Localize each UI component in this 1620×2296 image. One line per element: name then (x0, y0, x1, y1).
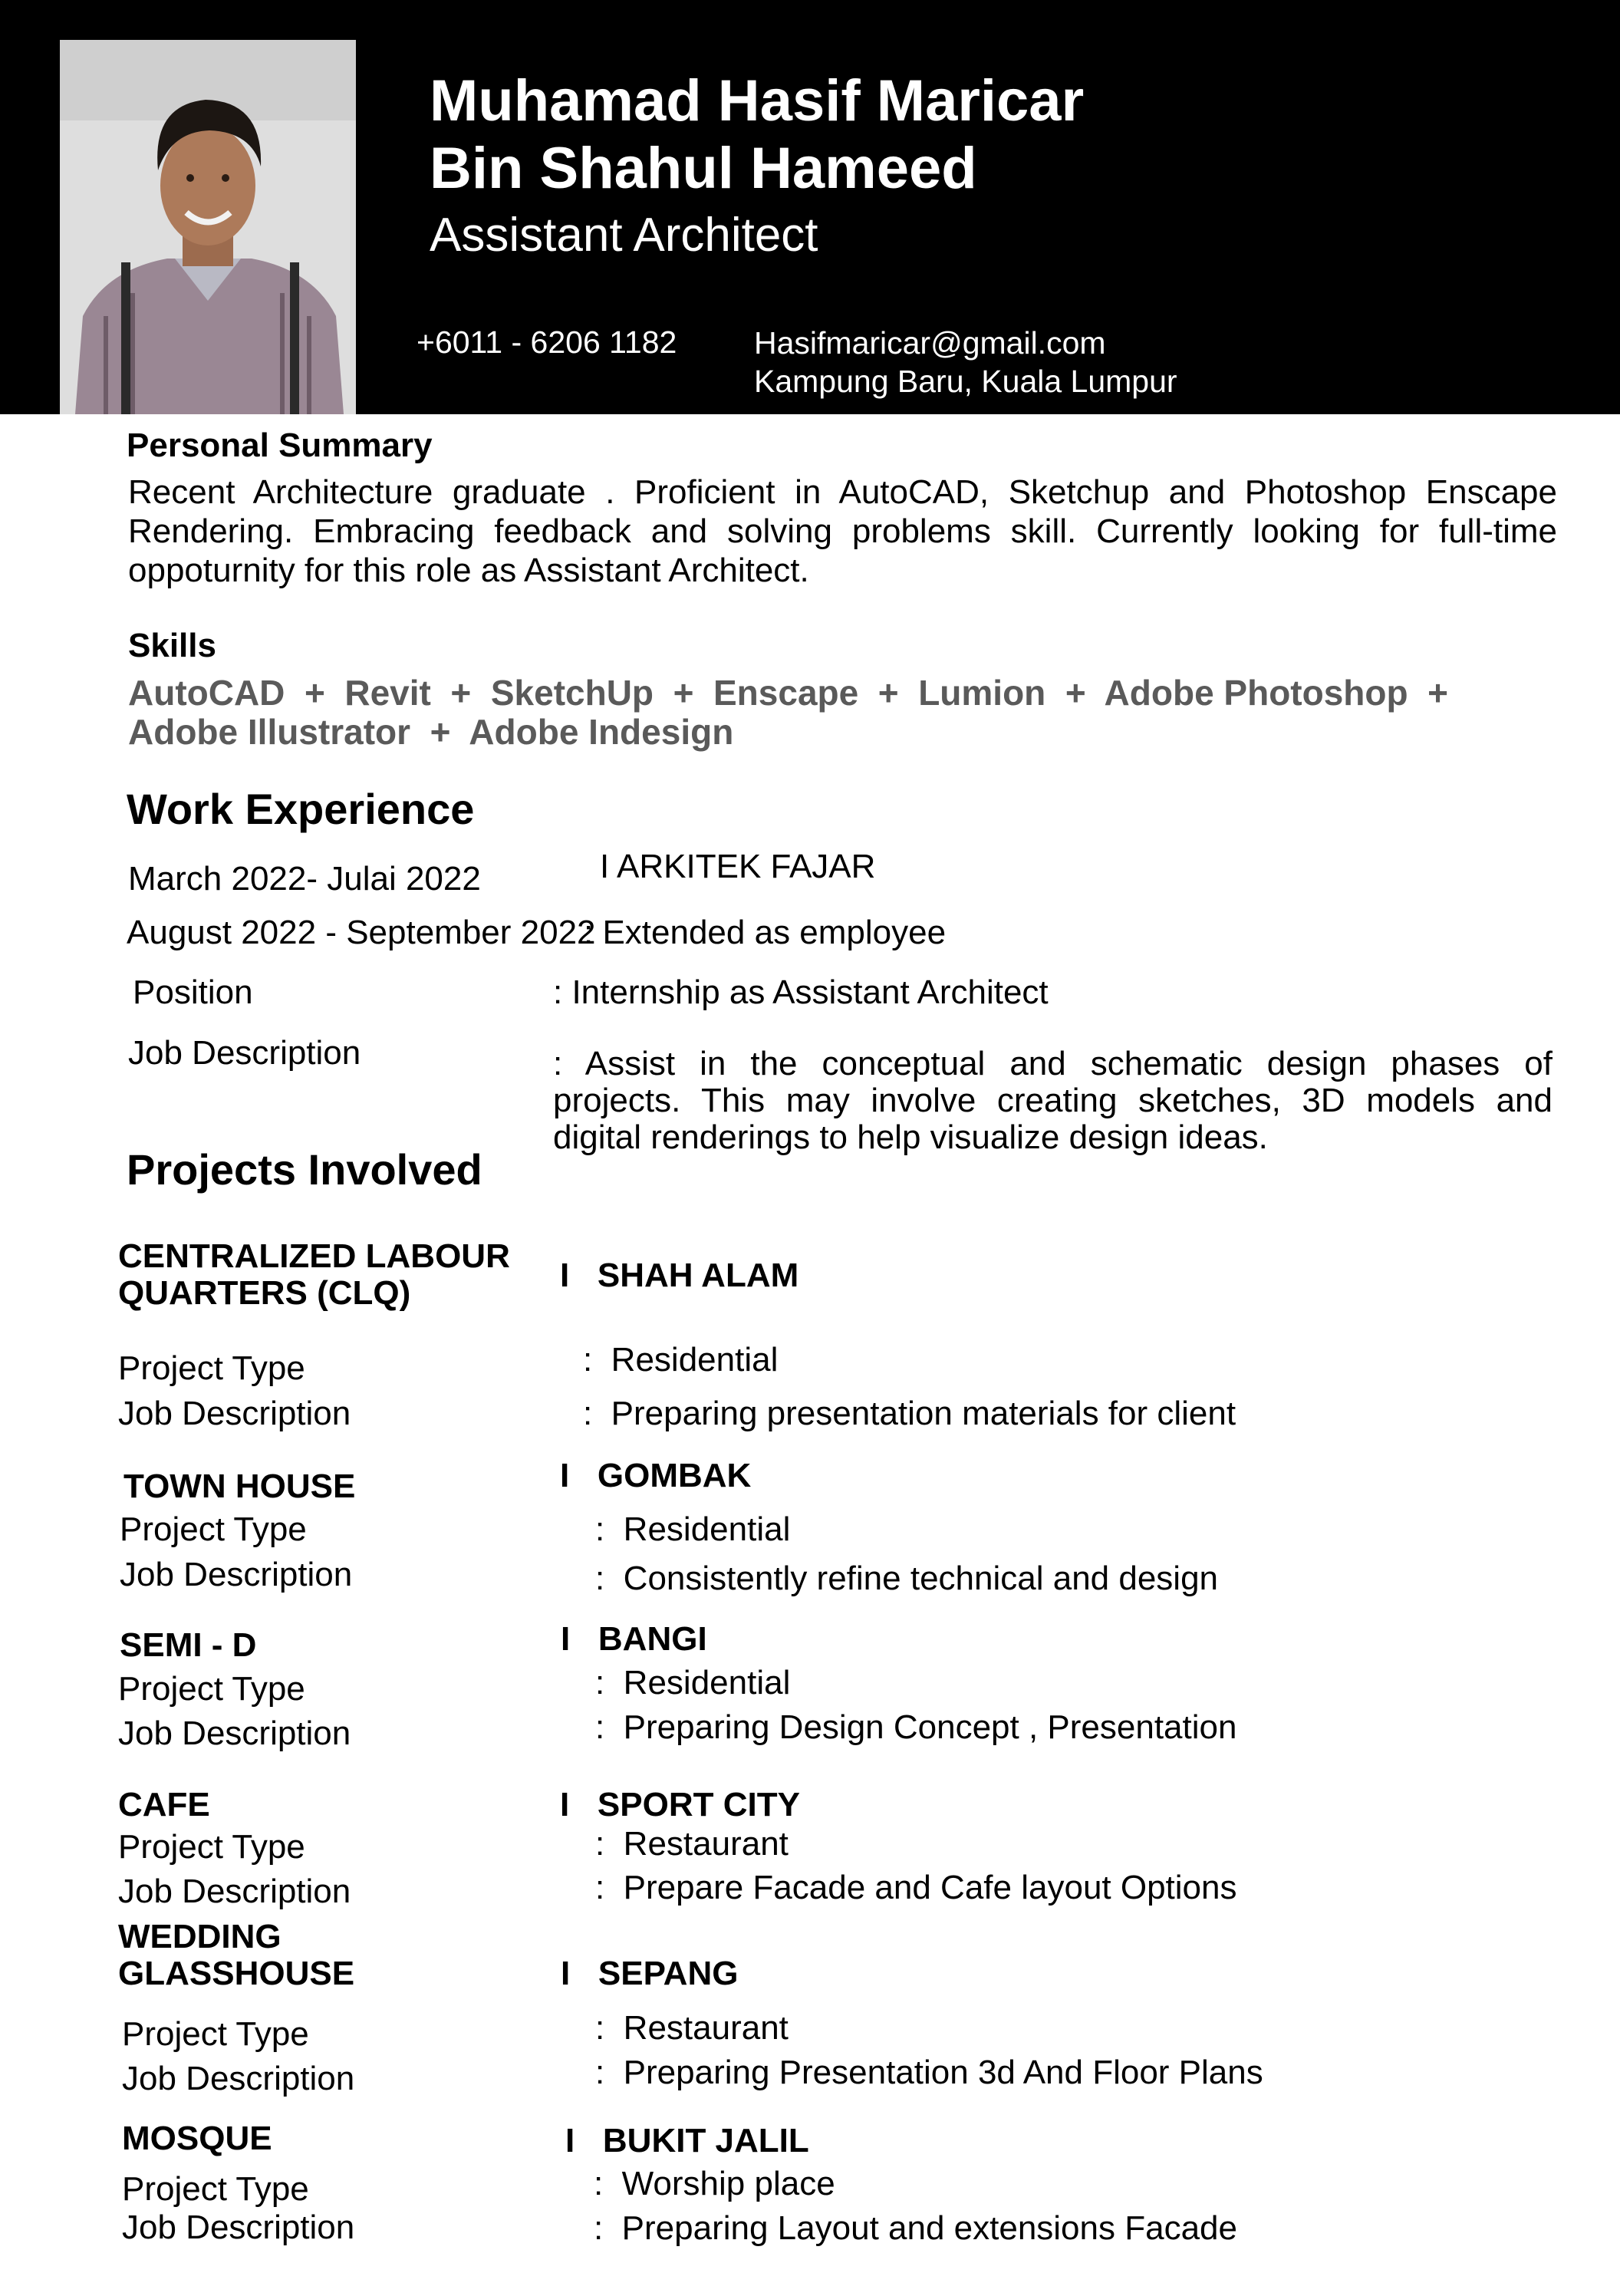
location: Kampung Baru, Kuala Lumpur (754, 364, 1177, 399)
project-type-label: Project Type (118, 1349, 305, 1387)
work-company: I ARKITEK FAJAR (600, 848, 876, 885)
work-heading: Work Experience (127, 785, 475, 833)
project-location: I BANGI (561, 1620, 707, 1658)
project-type-value: : Residential (583, 1341, 779, 1379)
project-location: I SHAH ALAM (560, 1257, 799, 1294)
summary-text: Recent Architecture graduate . Proficient in AutoCAD, Sketchup and Photoshop Enscape Rendering. Embracing feedback and solving problems skill. Currently looking for full-time oppoturnity for this role as Assistant Architect. (128, 473, 1557, 589)
project-type-value: : Restaurant (595, 1825, 789, 1863)
work-period-2-value: : Extended as employee (584, 914, 947, 951)
job-title: Assistant Architect (430, 209, 818, 262)
project-name-line-1: WEDDING (118, 1918, 282, 1955)
project-name (118, 1238, 510, 1312)
project-desc-label: Job Description (118, 1873, 351, 1910)
project-desc-value: : Prepare Facade and Cafe layout Options (595, 1869, 1237, 1906)
project-desc-value: : Preparing Layout and extensions Facade (594, 2209, 1237, 2247)
project-desc-label: Job Description (120, 1556, 353, 1593)
project-desc-label: Job Description (122, 2209, 355, 2246)
project-location: I GOMBAK (560, 1457, 752, 1494)
project-type-value: : Residential (595, 1664, 791, 1701)
work-period-1: March 2022- Julai 2022 (128, 860, 481, 898)
work-period-2: August 2022 - September 2022 (127, 914, 596, 951)
project-name-line-1: CENTRALIZED LABOUR (118, 1237, 510, 1275)
project-type-label: Project Type (120, 1510, 307, 1548)
skills-line-2: Adobe Illustrator + Adobe Indesign (128, 712, 734, 752)
project-name: SEMI - D (120, 1626, 257, 1664)
person-photo-icon (60, 40, 356, 414)
project-type-value: : Restaurant (595, 2009, 789, 2047)
project-type-label: Project Type (122, 2170, 309, 2208)
skills-line-1: AutoCAD + Revit + SketchUp + Enscape + Lumion + Adobe Photoshop + (128, 673, 1449, 713)
profile-photo (60, 40, 356, 414)
project-desc-value: : Preparing Presentation 3d And Floor Plans (595, 2054, 1263, 2091)
project-name-line-2: GLASSHOUSE (118, 1955, 355, 1992)
email-address: Hasifmaricar@gmail.com (754, 325, 1106, 361)
project-location: I SPORT CITY (560, 1786, 800, 1823)
project-type-value: : Residential (595, 1510, 791, 1548)
project-type-label: Project Type (118, 1828, 305, 1866)
project-type-value: : Worship place (594, 2165, 835, 2202)
name-line-1: Muhamad Hasif Maricar (430, 68, 1085, 133)
project-desc-value: : Preparing presentation materials for client (583, 1395, 1236, 1432)
candidate-name (430, 68, 1084, 203)
contact-block (754, 324, 1177, 400)
project-desc-label: Job Description (122, 2060, 355, 2097)
jobdesc-value: : Assist in the conceptual and schematic design phases of projects. This may involve creating sketches, 3D models and digital renderings to help visualize design ideas. (553, 1045, 1552, 1156)
projects-heading: Projects Involved (127, 1145, 482, 1194)
project-name-line-2: QUARTERS (CLQ) (118, 1274, 411, 1312)
skills-heading: Skills (128, 627, 216, 664)
name-line-2: Bin Shahul Hameed (430, 136, 977, 201)
project-desc-value: : Preparing Design Concept , Presentation (595, 1708, 1237, 1746)
project-location: I BUKIT JALIL (565, 2122, 809, 2159)
project-name: TOWN HOUSE (123, 1468, 356, 1505)
header-banner (0, 0, 1620, 414)
project-desc-label: Job Description (118, 1395, 351, 1432)
project-name: CAFE (118, 1786, 210, 1823)
project-location: I SEPANG (561, 1955, 739, 1992)
position-value: : Internship as Assistant Architect (553, 973, 1049, 1011)
phone-number: +6011 - 6206 1182 (417, 324, 677, 360)
position-label: Position (133, 973, 253, 1011)
project-name: MOSQUE (122, 2120, 272, 2157)
summary-heading: Personal Summary (127, 427, 433, 464)
jobdesc-label: Job Description (128, 1034, 361, 1072)
project-name (118, 1919, 354, 1992)
project-desc-label: Job Description (118, 1715, 351, 1752)
project-desc-value: : Consistently refine technical and design (595, 1560, 1219, 1597)
skills-list (128, 674, 1585, 752)
project-type-label: Project Type (122, 2015, 309, 2053)
project-type-label: Project Type (118, 1670, 305, 1708)
